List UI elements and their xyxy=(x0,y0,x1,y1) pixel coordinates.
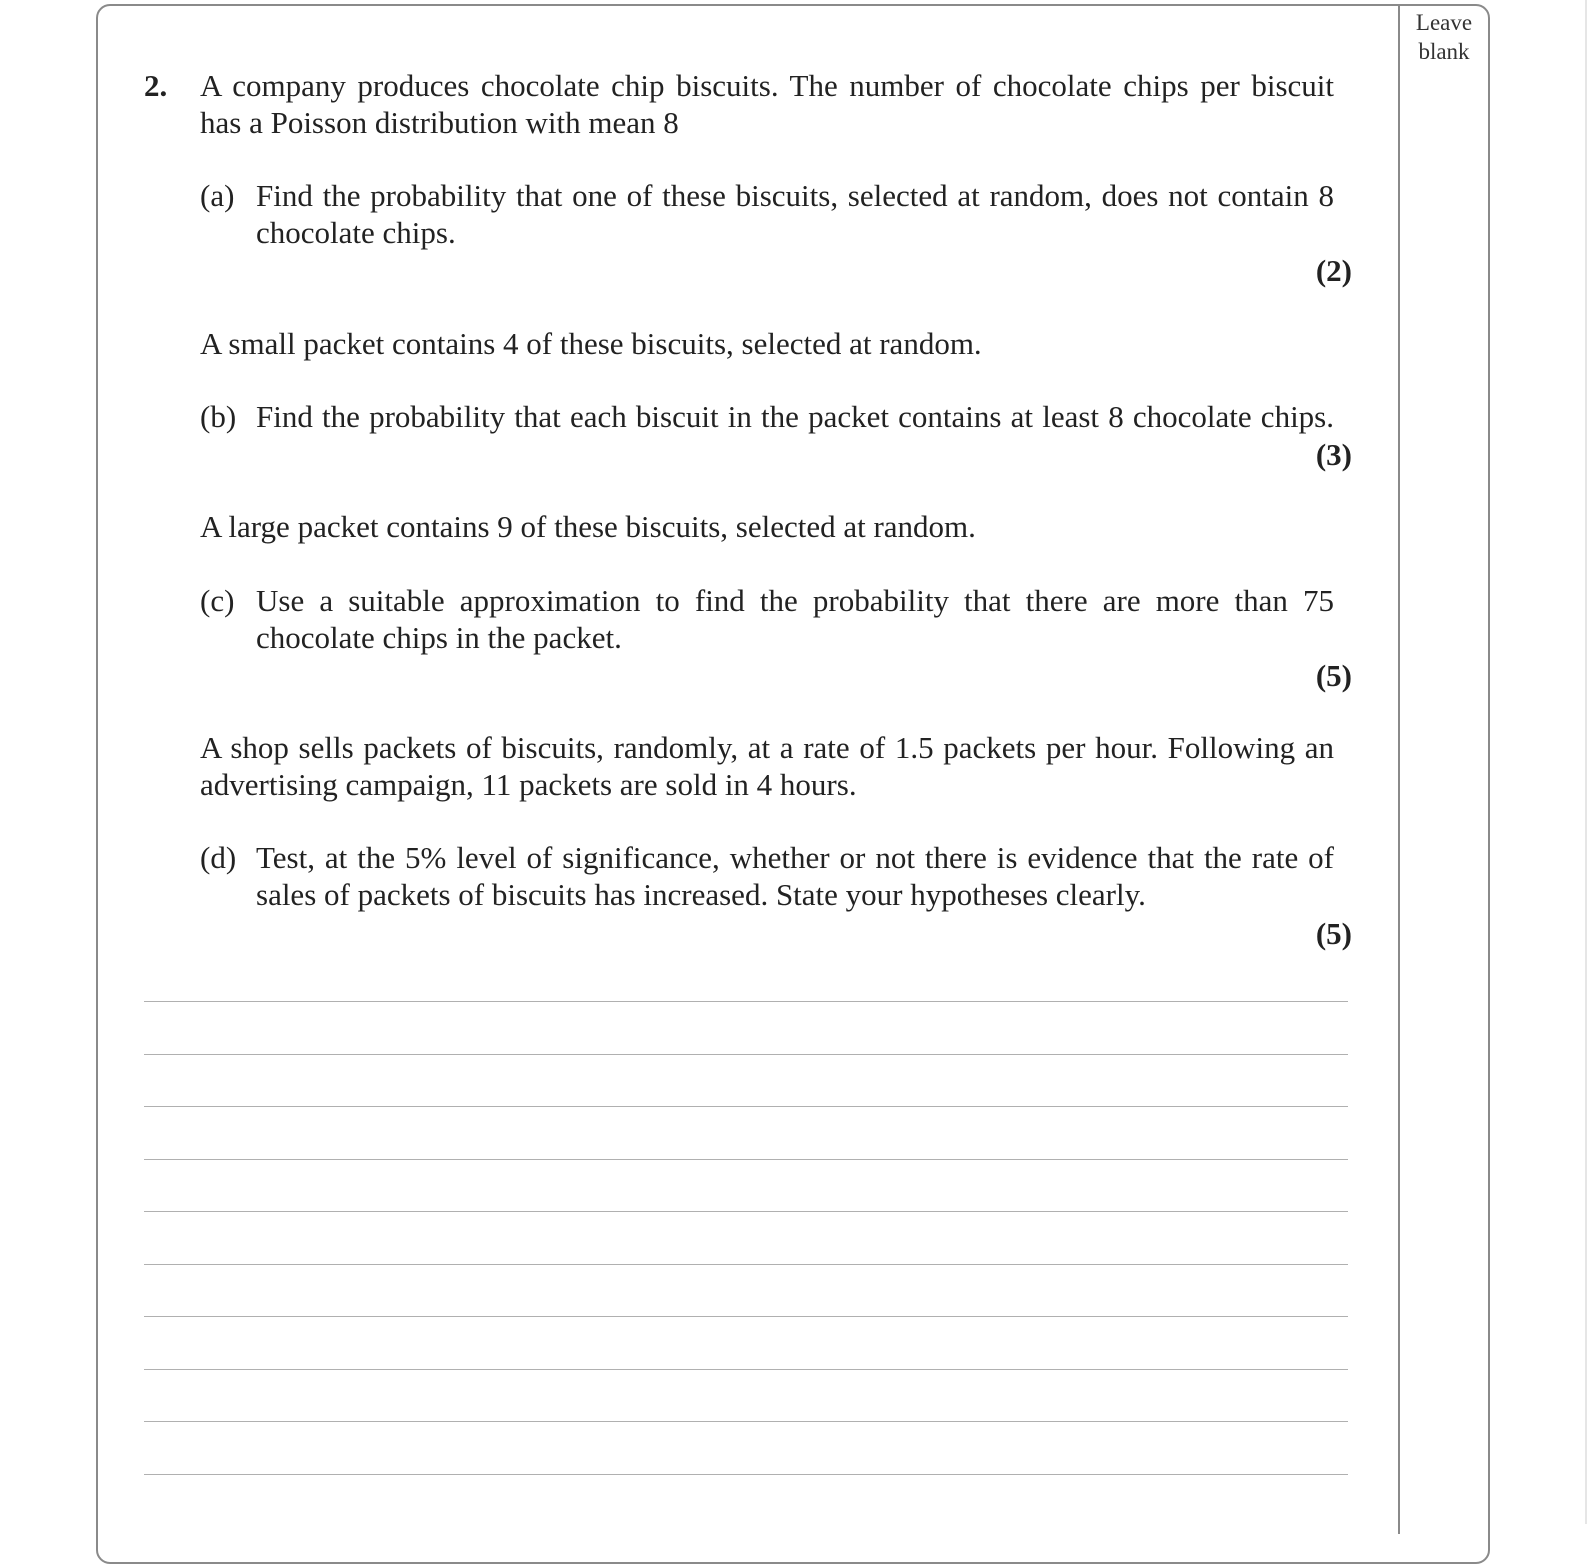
question-number: 2. xyxy=(144,68,168,103)
question-intro-line1: A company produces chocolate chip biscuits. The number of chocolate chips per biscuit xyxy=(200,68,1334,103)
large-packet-statement: A large packet contains 9 of these biscuits, selected at random. xyxy=(200,509,976,544)
small-packet-statement: A small packet contains 4 of these biscuits, selected at random. xyxy=(200,326,982,361)
leave-blank-line1: Leave xyxy=(1415,10,1473,35)
answer-line[interactable] xyxy=(144,1159,1348,1160)
part-d-marks: (5) xyxy=(1315,916,1352,951)
part-c-label: (c) xyxy=(200,583,235,618)
leave-blank-label xyxy=(1400,8,1488,66)
part-a-line1: Find the probability that one of these biscuits, selected at random, does not contain 8 xyxy=(256,178,1334,213)
answer-line[interactable] xyxy=(144,1106,1348,1107)
part-c-marks: (5) xyxy=(1315,658,1352,693)
leave-blank-line2: blank xyxy=(1418,39,1470,64)
part-b-marks: (3) xyxy=(1315,437,1352,472)
shop-statement-line1: A shop sells packets of biscuits, randomly, at a rate of 1.5 packets per hour. Following an xyxy=(200,730,1334,765)
page-edge-rule xyxy=(1585,0,1587,1524)
leave-blank-column-rule xyxy=(1398,4,1400,1534)
part-d-line2: sales of packets of biscuits has increased. State your hypotheses clearly. xyxy=(256,877,1146,912)
part-a-label: (a) xyxy=(200,178,235,213)
part-d-label: (d) xyxy=(200,840,237,875)
part-c-line2: chocolate chips in the packet. xyxy=(256,620,622,655)
part-d-line1: Test, at the 5% level of significance, whether or not there is evidence that the rate of xyxy=(256,840,1334,875)
shop-statement-line2: advertising campaign, 11 packets are sold in 4 hours. xyxy=(200,767,857,802)
answer-line[interactable] xyxy=(144,1264,1348,1265)
part-b-line1: Find the probability that each biscuit in the packet contains at least 8 chocolate chips. xyxy=(256,399,1334,434)
answer-line[interactable] xyxy=(144,1211,1348,1212)
answer-line[interactable] xyxy=(144,1369,1348,1370)
part-c-line1: Use a suitable approximation to find the probability that there are more than 75 xyxy=(256,583,1334,618)
part-b-label: (b) xyxy=(200,399,237,434)
answer-line[interactable] xyxy=(144,1001,1348,1002)
part-a-marks: (2) xyxy=(1315,253,1352,288)
answer-line[interactable] xyxy=(144,1421,1348,1422)
answer-line[interactable] xyxy=(144,1316,1348,1317)
part-a-line2: chocolate chips. xyxy=(256,215,456,250)
answer-line[interactable] xyxy=(144,1474,1348,1475)
question-intro-line2: has a Poisson distribution with mean 8 xyxy=(200,105,679,140)
answer-line[interactable] xyxy=(144,1054,1348,1055)
